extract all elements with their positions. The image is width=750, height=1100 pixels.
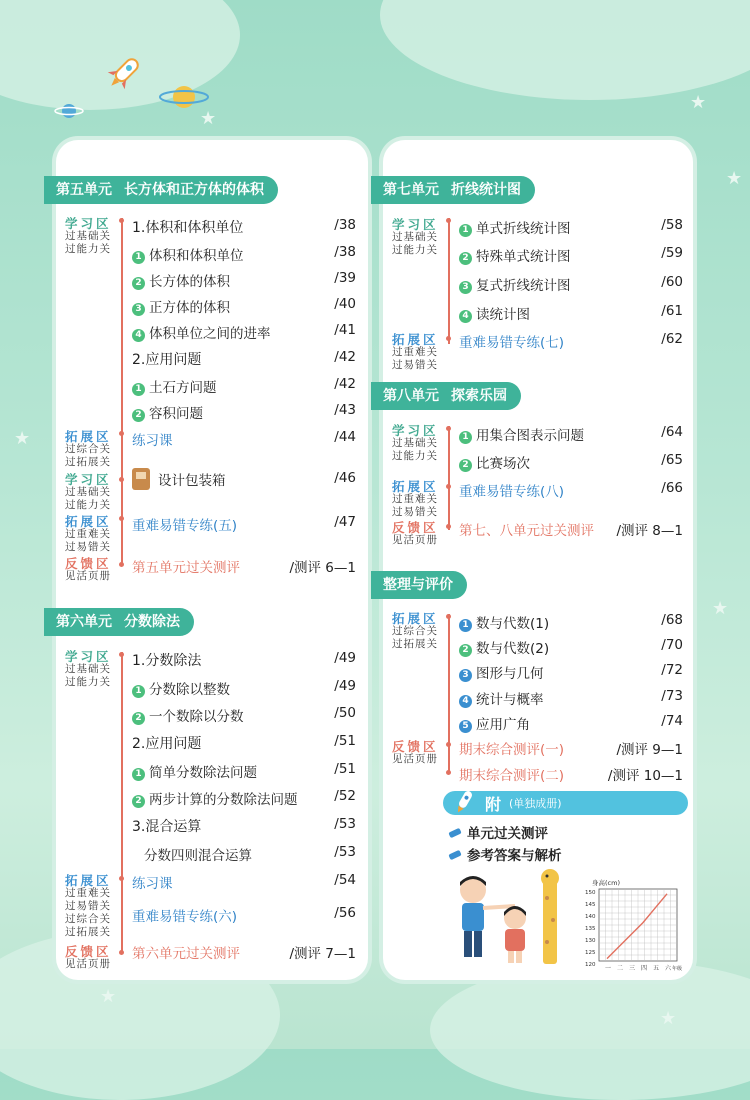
toc-entry[interactable]: 1 用集合图表示问题: [459, 424, 584, 444]
x-tick: 一: [605, 965, 612, 972]
toc-entry[interactable]: 2 数与代数(2): [459, 637, 549, 657]
timeline-dot: [446, 336, 451, 341]
page-number: /42: [334, 349, 356, 365]
zone-label: 反馈区 见活页册: [392, 520, 439, 546]
number-badge-icon: 5: [459, 720, 472, 733]
x-tick: 六: [665, 965, 672, 972]
appendix-item[interactable]: 参考答案与解析: [449, 844, 562, 864]
toc-entry[interactable]: 3 复式折线统计图: [459, 274, 571, 294]
page-number: /54: [334, 872, 356, 888]
page-number: /50: [334, 705, 356, 721]
y-tick: 140: [585, 914, 596, 920]
page-number: /47: [334, 514, 356, 530]
page-number: /49: [334, 678, 356, 694]
number-badge-icon: 2: [132, 795, 145, 808]
number-badge-icon: 4: [459, 310, 472, 323]
toc-entry[interactable]: 4 体积单位之间的进率: [132, 322, 271, 342]
timeline-dot: [119, 562, 124, 567]
package-box-icon: [132, 468, 150, 490]
timeline-line: [121, 652, 123, 954]
unit6-banner: [44, 608, 194, 636]
toc-entry[interactable]: 重难易错专练(六): [132, 909, 238, 925]
star-icon: ★: [726, 168, 743, 189]
toc-entry[interactable]: 2 两步计算的分数除法问题: [132, 788, 298, 808]
zone-label: 学习区 过基础关 过能力关: [392, 423, 439, 462]
y-tick: 130: [585, 938, 596, 944]
number-badge-icon: 1: [132, 383, 145, 396]
bg-cloud: [430, 960, 750, 1100]
unit-number: 第六单元: [56, 614, 112, 630]
page-number: /74: [661, 713, 683, 729]
toc-entry[interactable]: 练习课: [132, 433, 173, 449]
unit-number: 第七单元: [383, 182, 439, 198]
toc-entry[interactable]: 2 长方体的体积: [132, 270, 230, 290]
number-badge-icon: 1: [132, 685, 145, 698]
page-number: /56: [334, 905, 356, 921]
toc-entry[interactable]: 2 特殊单式统计图: [459, 245, 571, 265]
page-number: /66: [661, 480, 683, 496]
x-unit: 年级: [672, 966, 683, 972]
toc-entry[interactable]: 第六单元过关测评: [132, 946, 240, 962]
number-badge-icon: 2: [132, 712, 145, 725]
appendix-subtitle: (单独成册): [509, 797, 562, 810]
number-badge-icon: 2: [132, 277, 145, 290]
unit-title: 整理与评价: [383, 577, 453, 593]
number-badge-icon: 3: [459, 669, 472, 682]
number-badge-icon: 4: [459, 695, 472, 708]
planet-icon: [158, 80, 210, 114]
appendix-banner: [443, 791, 688, 815]
toc-entry[interactable]: 4 读统计图: [459, 303, 530, 323]
number-badge-icon: 1: [132, 251, 145, 264]
timeline-dot: [446, 218, 451, 223]
y-tick: 125: [585, 950, 596, 956]
kids-measuring-height-illustration: [443, 868, 573, 968]
star-icon: ★: [690, 92, 707, 113]
x-tick: 五: [653, 965, 660, 972]
timeline-dot: [446, 426, 451, 431]
page-number: /43: [334, 402, 356, 418]
zone-label: 拓展区 过综合关 过拓展关: [65, 429, 112, 468]
toc-entry[interactable]: 重难易错专练(七): [459, 335, 565, 351]
page-number: /53: [334, 844, 356, 860]
page-number: /38: [334, 217, 356, 233]
unit7-banner: [371, 176, 535, 204]
timeline-dot: [119, 876, 124, 881]
number-badge-icon: 1: [132, 768, 145, 781]
chart-title: 身高(cm): [592, 879, 620, 887]
right-toc-panel: [383, 140, 693, 980]
page-number: /测评 10—1: [607, 768, 683, 784]
timeline-dot: [119, 431, 124, 436]
page-number: /60: [661, 274, 683, 290]
timeline-dot: [446, 614, 451, 619]
toc-entry[interactable]: 3 正方体的体积: [132, 296, 230, 316]
page-number: /46: [334, 470, 356, 486]
page-number: /40: [334, 296, 356, 312]
page-number: /41: [334, 322, 356, 338]
zone-label: 反馈区 见活页册: [65, 556, 112, 582]
timeline-dot: [119, 516, 124, 521]
timeline-dot: [119, 652, 124, 657]
planet-icon: [54, 100, 84, 122]
star-icon: ★: [200, 108, 217, 129]
x-tick: 三: [629, 965, 636, 972]
page-number: /38: [334, 244, 356, 260]
zone-label: 学习区 过基础关 过能力关: [65, 216, 112, 255]
timeline-dot: [119, 950, 124, 955]
timeline-dot: [446, 742, 451, 747]
timeline-line: [121, 218, 123, 564]
toc-entry[interactable]: 第七、八单元过关测评: [459, 523, 594, 539]
page-number: /65: [661, 452, 683, 468]
zone-label: 反馈区 见活页册: [65, 944, 112, 970]
toc-entry[interactable]: 2.应用问题: [132, 352, 202, 368]
number-badge-icon: 1: [459, 431, 472, 444]
toc-entry[interactable]: 1 简单分数除法问题: [132, 761, 257, 781]
x-tick: 二: [617, 965, 624, 972]
page-number: /73: [661, 688, 683, 704]
number-badge-icon: 2: [459, 644, 472, 657]
star-icon: ★: [712, 598, 729, 619]
page-number: /53: [334, 816, 356, 832]
x-tick: 四: [641, 965, 648, 972]
toc-entry[interactable]: 期末综合测评(二): [459, 768, 565, 784]
unit-title: 探索乐园: [451, 388, 507, 404]
page-number: /测评 9—1: [616, 742, 683, 758]
y-tick: 120: [585, 962, 596, 968]
toc-entry[interactable]: 练习课: [132, 876, 173, 892]
height-line-chart: [581, 877, 685, 973]
timeline-dot: [119, 218, 124, 223]
page-number: /测评 8—1: [616, 523, 683, 539]
zone-label: 拓展区 过重难关 过易错关: [392, 332, 439, 371]
pen-icon: [448, 828, 461, 839]
zone-label: 拓展区 过重难关 过易错关: [392, 479, 439, 518]
unit-title: 折线统计图: [451, 182, 521, 198]
appendix-title: 附: [485, 795, 502, 814]
star-icon: ★: [14, 428, 31, 449]
number-badge-icon: 1: [459, 224, 472, 237]
unit8-banner: [371, 382, 521, 410]
toc-entry[interactable]: 1 体积和体积单位: [132, 244, 244, 264]
number-badge-icon: 2: [132, 409, 145, 422]
toc-entry[interactable]: 第五单元过关测评: [132, 560, 240, 576]
page-number: /72: [661, 662, 683, 678]
page-number: /58: [661, 217, 683, 233]
toc-entry[interactable]: 1 土石方问题: [132, 376, 217, 396]
pen-icon: [448, 850, 461, 861]
toc-entry[interactable]: 3.混合运算: [132, 819, 202, 835]
toc-entry[interactable]: 1 数与代数(1): [459, 612, 549, 632]
star-icon: ★: [660, 1008, 677, 1029]
timeline-dot: [119, 477, 124, 482]
zone-label: 拓展区 过重难关 过易错关 过综合关 过拓展关: [65, 873, 112, 938]
timeline-dot: [446, 484, 451, 489]
review-banner: [371, 571, 467, 599]
unit-title: 长方体和正方体的体积: [124, 182, 264, 198]
zone-label: 反馈区 见活页册: [392, 739, 439, 765]
toc-entry[interactable]: 重难易错专练(八): [459, 484, 565, 500]
toc-entry[interactable]: 1.分数除法: [132, 653, 202, 669]
toc-entry[interactable]: 3 图形与几何: [459, 662, 544, 682]
unit-number: 第五单元: [56, 182, 112, 198]
toc-entry[interactable]: 设计包装箱: [132, 468, 226, 490]
page-number: /59: [661, 245, 683, 261]
toc-entry[interactable]: 2 一个数除以分数: [132, 705, 244, 725]
bg-cloud: [380, 0, 750, 100]
unit-number: 第八单元: [383, 388, 439, 404]
toc-entry[interactable]: 4 统计与概率: [459, 688, 544, 708]
number-badge-icon: 3: [459, 281, 472, 294]
zone-label: 拓展区 过重难关 过易错关: [65, 514, 112, 553]
toc-entry[interactable]: 2.应用问题: [132, 736, 202, 752]
number-badge-icon: 4: [132, 329, 145, 342]
toc-entry[interactable]: 重难易错专练(五): [132, 518, 238, 534]
appendix-item[interactable]: 单元过关测评: [449, 822, 548, 842]
timeline-line: [448, 614, 450, 774]
toc-entry[interactable]: 1 分数除以整数: [132, 678, 230, 698]
page-number: /49: [334, 650, 356, 666]
unit-title: 分数除法: [124, 614, 180, 630]
page-number: /61: [661, 303, 683, 319]
y-tick: 150: [585, 890, 596, 896]
star-icon: ★: [100, 986, 117, 1007]
page-number: /测评 7—1: [289, 946, 356, 962]
left-toc-panel: [56, 140, 368, 980]
zone-label: 学习区 过基础关 过能力关: [65, 649, 112, 688]
page-number: /39: [334, 270, 356, 286]
timeline-line: [448, 426, 450, 530]
zone-label: 学习区 过基础关 过能力关: [65, 472, 112, 511]
page-number: /42: [334, 376, 356, 392]
rocket-icon: [100, 52, 148, 94]
page-number: /68: [661, 612, 683, 628]
timeline-line: [448, 218, 450, 344]
zone-label: 学习区 过基础关 过能力关: [392, 217, 439, 256]
page-number: /51: [334, 733, 356, 749]
rocket-icon: [451, 787, 477, 817]
number-badge-icon: 1: [459, 619, 472, 632]
y-tick: 135: [585, 926, 596, 932]
number-badge-icon: 2: [459, 459, 472, 472]
toc-entry[interactable]: 分数四则混合运算: [144, 848, 252, 864]
page-number: /64: [661, 424, 683, 440]
toc-entry[interactable]: 1 单式折线统计图: [459, 217, 571, 237]
page-number: /44: [334, 429, 356, 445]
timeline-dot: [446, 524, 451, 529]
toc-entry[interactable]: 期末综合测评(一): [459, 742, 565, 758]
zone-label: 拓展区 过综合关 过拓展关: [392, 611, 439, 650]
y-tick: 145: [585, 902, 596, 908]
toc-entry[interactable]: 1.体积和体积单位: [132, 220, 244, 236]
page-number: /70: [661, 637, 683, 653]
page-number: /52: [334, 788, 356, 804]
unit5-banner: [44, 176, 278, 204]
toc-entry[interactable]: 5 应用广角: [459, 713, 530, 733]
page-number: /62: [661, 331, 683, 347]
toc-entry[interactable]: 2 比赛场次: [459, 452, 530, 472]
page-number: /51: [334, 761, 356, 777]
number-badge-icon: 3: [132, 303, 145, 316]
toc-entry[interactable]: 2 容积问题: [132, 402, 203, 422]
page-number: /测评 6—1: [289, 560, 356, 576]
timeline-dot: [446, 770, 451, 775]
number-badge-icon: 2: [459, 252, 472, 265]
